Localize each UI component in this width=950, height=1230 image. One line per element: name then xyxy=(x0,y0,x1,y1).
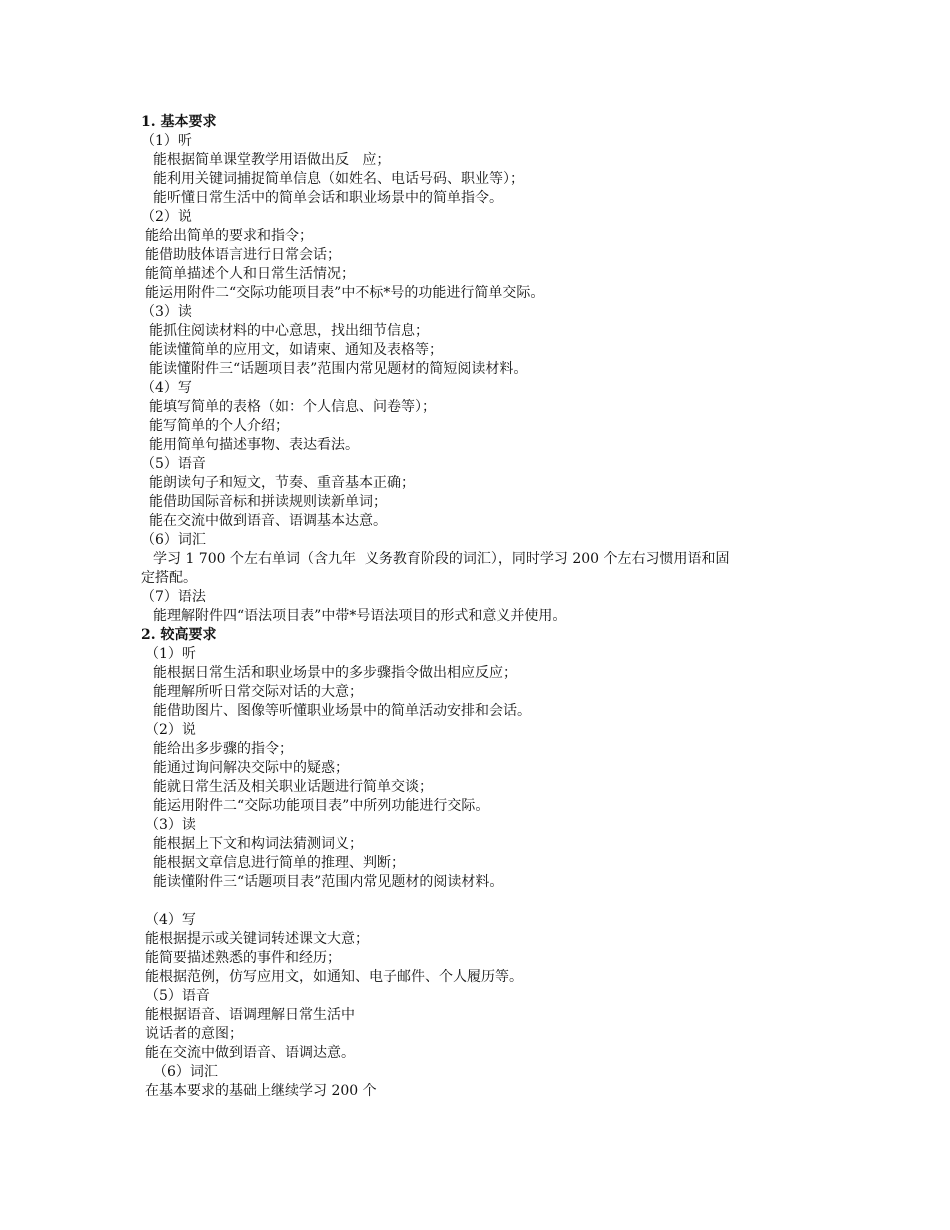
subsection-label: （7）语法 xyxy=(141,589,206,605)
text-line: 能根据文章信息进行简单的推理、判断； xyxy=(153,855,405,871)
text-line: 能借助国际音标和拼读规则读新单词； xyxy=(149,494,387,510)
text-line: 能在交流中做到语音、语调达意。 xyxy=(145,1045,355,1061)
text-line: 能听懂日常生活中的简单会话和职业场景中的简单指令。 xyxy=(153,190,503,206)
text-line: 能读懂简单的应用文，如请柬、通知及表格等； xyxy=(149,342,443,358)
text-line: 能用简单句描述事物、表达看法。 xyxy=(149,437,359,453)
text-line: 能朗读句子和短文，节奏、重音基本正确； xyxy=(149,475,415,491)
text-line: 能借助图片、图像等听懂职业场景中的简单活动安排和会话。 xyxy=(153,703,531,719)
text-line: 能理解所听日常交际对话的大意； xyxy=(153,684,363,700)
text-line: 能根据提示或关键词转述课文大意； xyxy=(145,931,369,947)
subsection-label: （4）写 xyxy=(145,912,196,928)
text-line: 能简要描述熟悉的事件和经历； xyxy=(145,950,341,966)
subsection-label: （2）说 xyxy=(145,722,196,738)
text-line: 能在交流中做到语音、语调基本达意。 xyxy=(149,513,387,529)
subsection-label: （1）听 xyxy=(141,133,192,149)
text-line: 能就日常生活及相关职业话题进行简单交谈； xyxy=(153,779,433,795)
text-line: 能填写简单的表格（如：个人信息、问卷等）； xyxy=(149,399,436,415)
text-line: 能根据语音、语调理解日常生活中 xyxy=(145,1007,355,1023)
subsection-label: （5）语音 xyxy=(141,456,206,472)
text-line: 能读懂附件三“话题项目表”范围内常见题材的阅读材料。 xyxy=(153,874,504,890)
text-line: 能简单描述个人和日常生活情况； xyxy=(145,266,355,282)
text-line: 定搭配。 xyxy=(141,570,197,586)
text-line: 能根据范例，仿写应用文，如通知、电子邮件、个人履历等。 xyxy=(145,969,523,985)
text-line: 在基本要求的基础上继续学习 200 个 xyxy=(145,1083,377,1099)
text-line: 能写简单的个人介绍； xyxy=(149,418,289,434)
subsection-label: （3）读 xyxy=(145,817,196,833)
text-line: 能利用关键词捕捉简单信息（如姓名、电话号码、职业等）； xyxy=(153,171,524,187)
text-line: 能给出多步骤的指令； xyxy=(153,741,293,757)
text-line: 能根据日常生活和职业场景中的多步骤指令做出相应反应； xyxy=(153,665,517,681)
text-line: 能理解附件四“语法项目表”中带*号语法项目的形式和意义并使用。 xyxy=(153,608,567,624)
text-line: 能运用附件二“交际功能项目表”中不标*号的功能进行简单交际。 xyxy=(145,285,545,301)
section-heading: 2. 较高要求 xyxy=(141,627,217,643)
text-line: 能运用附件二“交际功能项目表”中所列功能进行交际。 xyxy=(153,798,490,814)
text-line: 能通过询问解决交际中的疑惑； xyxy=(153,760,349,776)
subsection-label: （6）词汇 xyxy=(153,1064,218,1080)
subsection-label: （6）词汇 xyxy=(141,532,206,548)
section-heading: 1. 基本要求 xyxy=(141,114,217,130)
text-line: 能读懂附件三“话题项目表”范围内常见题材的简短阅读材料。 xyxy=(149,361,528,377)
subsection-label: （4）写 xyxy=(141,380,192,396)
text-line: 能根据上下文和构词法猜测词义； xyxy=(153,836,363,852)
subsection-label: （5）语音 xyxy=(145,988,210,1004)
text-line: 说话者的意图； xyxy=(145,1026,243,1042)
text-line: 能给出简单的要求和指令； xyxy=(145,228,313,244)
subsection-label: （2）说 xyxy=(141,209,192,225)
text-line: 能根据简单课堂教学用语做出反 应； xyxy=(153,152,391,168)
subsection-label: （3）读 xyxy=(141,304,192,320)
text-line: 学习 1 700 个左右单词（含九年 义务教育阶段的词汇），同时学习 200 个左右习惯用语和固 xyxy=(153,551,730,567)
document-page xyxy=(141,113,821,1101)
text-line: 能抓住阅读材料的中心意思，找出细节信息； xyxy=(149,323,429,339)
text-line: 能借助肢体语言进行日常会话； xyxy=(145,247,341,263)
subsection-label: （1）听 xyxy=(145,646,196,662)
blank-line xyxy=(141,892,821,911)
